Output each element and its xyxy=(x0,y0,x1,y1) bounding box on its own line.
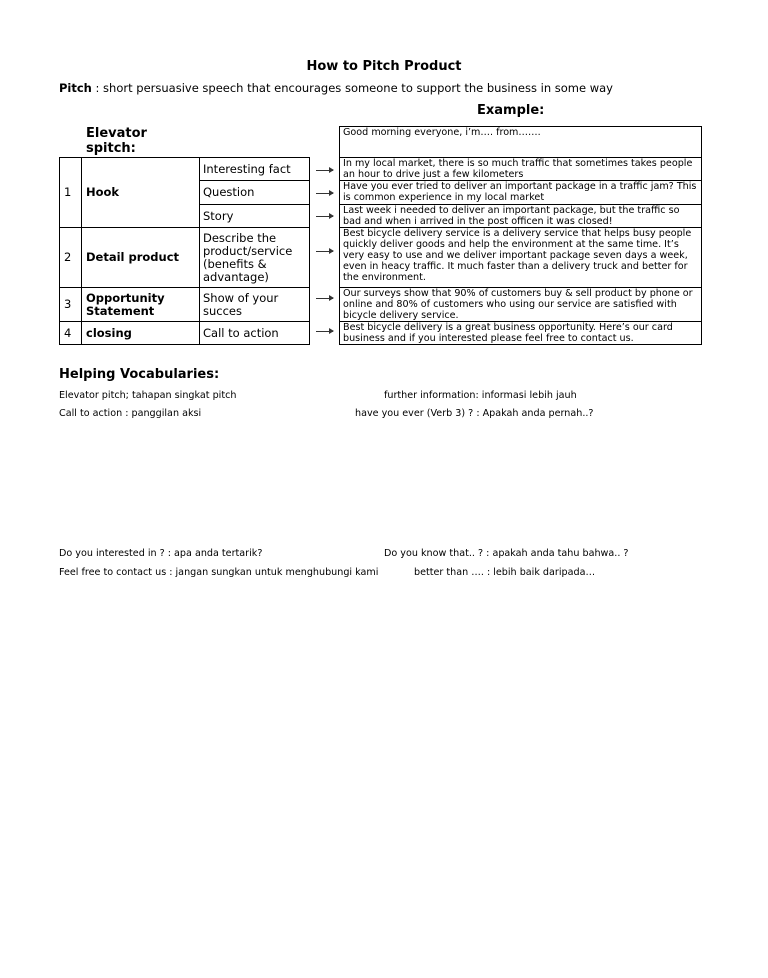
arrow-right-icon xyxy=(316,193,333,194)
vocab-item: Do you know that.. ? : apakah anda tahu bahwa.. ? xyxy=(384,548,629,559)
vocab-item: further information: informasi lebih jauh xyxy=(384,390,577,401)
stage-name: closing xyxy=(81,321,200,345)
example-cell: Best bicycle delivery service is a delivery service that helps busy people quickly deliver goods and help the environment at the same time. It’s very easy to use and we deliver important package seven days a week, even in heacy traffic. It much faster than a delivery truck and better for the environment. xyxy=(339,227,702,288)
arrow-right-icon xyxy=(316,298,333,299)
vocab-heading: Helping Vocabularies: xyxy=(59,367,220,382)
vocab-item: have you ever (Verb 3) ? : Apakah anda pernah..? xyxy=(355,408,594,419)
stage-number: 3 xyxy=(59,287,82,322)
elevator-pitch-heading: Elevator spitch: xyxy=(86,126,147,156)
stage-number: 1 xyxy=(59,157,82,228)
example-cell: Our surveys show that 90% of customers buy & sell product by phone or online and 80% of customers who using our service are satisfied with bicycle delivery service. xyxy=(339,287,702,322)
stage-number: 4 xyxy=(59,321,82,345)
example-cell: In my local market, there is so much traffic that sometimes takes people an hour to drive just a few kilometers xyxy=(339,157,702,181)
arrow-right-icon xyxy=(316,251,333,252)
arrow-right-icon xyxy=(316,170,333,171)
arrow-right-icon xyxy=(316,331,333,332)
vocab-item: Call to action : panggilan aksi xyxy=(59,408,202,419)
vocab-item: Do you interested in ? : apa anda tertarik? xyxy=(59,548,263,559)
technique-cell: Call to action xyxy=(199,321,310,345)
example-cell: Good morning everyone, i’m…. from……. xyxy=(339,126,702,158)
pitch-term: Pitch xyxy=(59,81,92,95)
example-cell: Best bicycle delivery is a great business opportunity. Here’s our card business and if you interested please feel free to contact us. xyxy=(339,321,702,345)
pitch-definition-text: : short persuasive speech that encourages someone to support the business in some way xyxy=(91,81,613,95)
stage-number: 2 xyxy=(59,227,82,288)
stage-name: Detail product xyxy=(81,227,200,288)
example-cell: Have you ever tried to deliver an important package in a traffic jam? This is common experience in my local market xyxy=(339,180,702,205)
technique-cell: Question xyxy=(199,180,310,205)
example-heading: Example: xyxy=(477,103,545,118)
technique-cell: Interesting fact xyxy=(199,157,310,181)
example-cell: Last week i needed to deliver an important package, but the traffic so bad and when i arrived in the post officen it was closed! xyxy=(339,204,702,228)
vocab-item: Elevator pitch; tahapan singkat pitch xyxy=(59,390,237,401)
stage-name: Hook xyxy=(81,157,200,228)
vocab-item: better than …. : lebih baik daripada… xyxy=(414,567,596,578)
page-title: How to Pitch Product xyxy=(306,59,462,74)
pitch-definition xyxy=(59,81,613,95)
stage-name: Opportunity Statement xyxy=(81,287,200,322)
technique-cell: Describe the product/service (benefits & advantage) xyxy=(199,227,310,288)
vocab-item: Feel free to contact us : jangan sungkan untuk menghubungi kami xyxy=(59,567,379,578)
arrow-right-icon xyxy=(316,216,333,217)
technique-cell: Story xyxy=(199,204,310,228)
technique-cell: Show of your succes xyxy=(199,287,310,322)
